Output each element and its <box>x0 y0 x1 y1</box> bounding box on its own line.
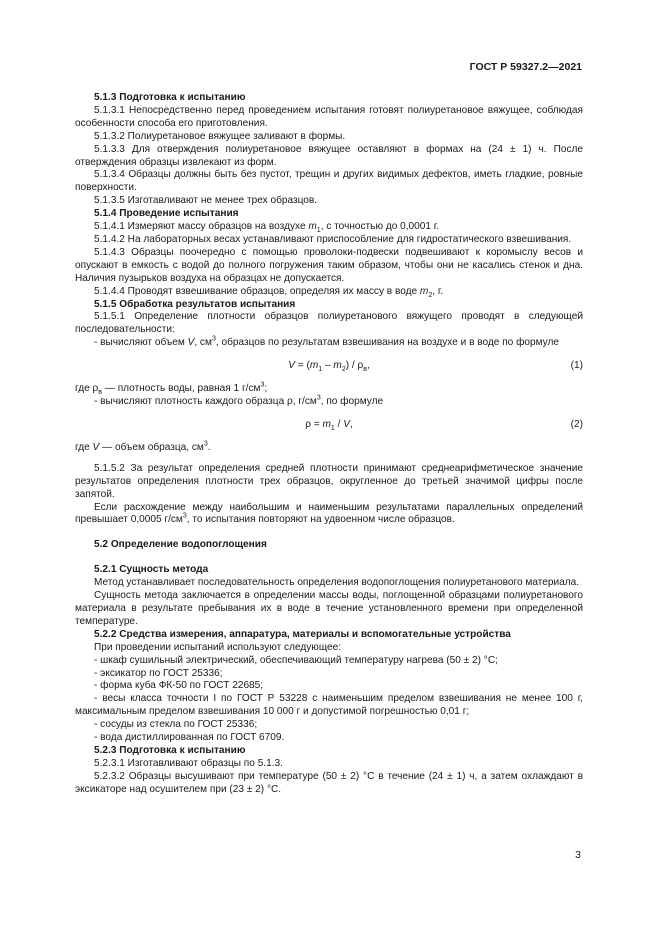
formula-1-expression: $V = (m_1 - m_2) / \rho_в$, <box>288 360 370 374</box>
equipment-item: - эксикатор по ГОСТ 25336; <box>94 667 223 679</box>
formula-2 <box>75 419 583 432</box>
paragraph-5-2-1-b: Сущность метода заключается в определении массы воды, поглощенной образцами полиуретанового материала в результате пребывания их в воде в течение установленного времени при определенной температуре. <box>75 590 583 627</box>
paragraph-discrepancy: Если расхождение между наибольшим и наименьшим результатами параллельных определений превышает 0,0005 $г/см^3$, то испытания повторяют на удвоенном числе образцов. <box>75 501 583 526</box>
paragraph-5-1-3-5: 5.1.3.5 Изготавливают не менее трех образцов. <box>94 195 318 207</box>
equipment-item: - вода дистиллированная по ГОСТ 6709. <box>94 732 285 744</box>
paragraph-5-1-3-1: 5.1.3.1 Непосредственно перед проведением испытания готовят полиуретановое вяжущее, соблюдая особенности способа его приготовления. <box>75 104 583 129</box>
section-5-2-3-title: 5.2.3 Подготовка к испытанию <box>94 744 246 756</box>
formula-2-number: (2) <box>570 418 583 430</box>
paragraph-volume-step: - вычисляют объем V, $см^3$, образцов по результатам взвешивания на воздухе и в воде по формуле <box>94 335 560 349</box>
paragraph-5-1-4-1: 5.1.4.1 Измеряют массу образцов на воздухе $m_1$, с точностью до 0,0001 г. <box>94 221 440 235</box>
paragraph-5-1-3-3: 5.1.3.3 Для отверждения полиуретановое вяжущее оставляют в формах на (24 ± 1) ч. После отверждения образцы извлекают из форм. <box>75 143 583 168</box>
page-number: 3 <box>575 849 581 861</box>
formula-2-where: где V — объем образца, $см^3$. <box>75 440 211 453</box>
equipment-item: - весы класса точности I по ГОСТ Р 53228 с наименьшим пределом взвешивания не менее 100 г, максимальным пределом взвешивания 10 000 г и допустимой погрешностью 0,01 г; <box>75 693 583 718</box>
paragraph-density-step: - вычисляют плотность каждого образца ρ, $г/см^3$, по формуле <box>94 394 384 408</box>
equipment-item: - форма куба ФК-50 по ГОСТ 22685; <box>94 680 264 692</box>
document-body <box>75 92 583 797</box>
paragraph-5-1-3-2: 5.1.3.2 Полиуретановое вяжущее заливают в формы. <box>94 130 346 142</box>
paragraph-5-1-3-4: 5.1.3.4 Образцы должны быть без пустот, трещин и других видимых дефектов, иметь гладкие, ровные поверхности. <box>75 169 583 194</box>
equipment-item: - шкаф сушильный электрический, обеспечивающий температуру нагрева (50 ± 2) °С; <box>94 654 498 666</box>
paragraph-5-1-4-4: 5.1.4.4 Проводят взвешивание образцов, определяя их массу в воде $m_2$, г. <box>94 285 444 299</box>
section-5-1-5-title: 5.1.5 Обработка результатов испытания <box>94 298 296 310</box>
paragraph-5-1-5-2: 5.1.5.2 За результат определения средней плотности принимают среднеарифметическое значение результатов определения плотности трех образцов, округленное до третьей значимой цифры после запятой. <box>75 462 583 500</box>
paragraph-5-1-5-1: 5.1.5.1 Определение плотности образцов полиуретанового вяжущего проводят в следующей последовательности: <box>75 311 583 336</box>
paragraph-5-1-4-2: 5.1.4.2 На лабораторных весах устанавливают приспособление для гидростатического взвешивания. <box>94 233 572 245</box>
section-5-2-2-title: 5.2.2 Средства измерения, аппаратура, материалы и вспомогательные устройства <box>94 628 511 640</box>
formula-1-number: (1) <box>570 360 583 372</box>
paragraph-5-2-3-2: 5.2.3.2 Образцы высушивают при температуре (50 ± 2) °С в течение (24 ± 1) ч, а затем охлаждают в эксикаторе над осушителем при (23 ± 2) °С. <box>75 770 583 795</box>
formula-1 <box>75 360 583 373</box>
section-5-2-1-title: 5.2.1 Сущность метода <box>94 564 209 576</box>
formula-1-where: где $\rho_в$ — плотность воды, равная 1 $г/см^3$; <box>75 381 268 397</box>
paragraph-5-2-1-a: Метод устанавливает последовательность определения водопоглощения полиуретанового материала. <box>94 577 580 589</box>
equipment-item: - сосуды из стекла по ГОСТ 25336; <box>94 719 258 731</box>
equipment-intro: При проведении испытаний используют следующее: <box>94 641 342 653</box>
paragraph-5-2-3-1: 5.2.3.1 Изготавливают образцы по 5.1.3. <box>94 757 283 769</box>
section-5-1-3-title: 5.1.3 Подготовка к испытанию <box>94 92 246 103</box>
document-code: ГОСТ Р 59327.2—2021 <box>469 61 582 73</box>
formula-2-expression: $\rho = m_1 / V$, <box>305 418 353 432</box>
section-5-1-4-title: 5.1.4 Проведение испытания <box>94 208 239 220</box>
paragraph-5-1-4-3: 5.1.4.3 Образцы поочередно с помощью проволоки-подвески подвешивают к коромыслу весов и опускают в емкость с водой до полного погружения таким образом, чтобы они не касались стенок и дна. Наличия пузырьков воздуха на образцах не допускается. <box>75 246 583 284</box>
section-5-2-title: 5.2 Определение водопоглощения <box>94 539 267 551</box>
